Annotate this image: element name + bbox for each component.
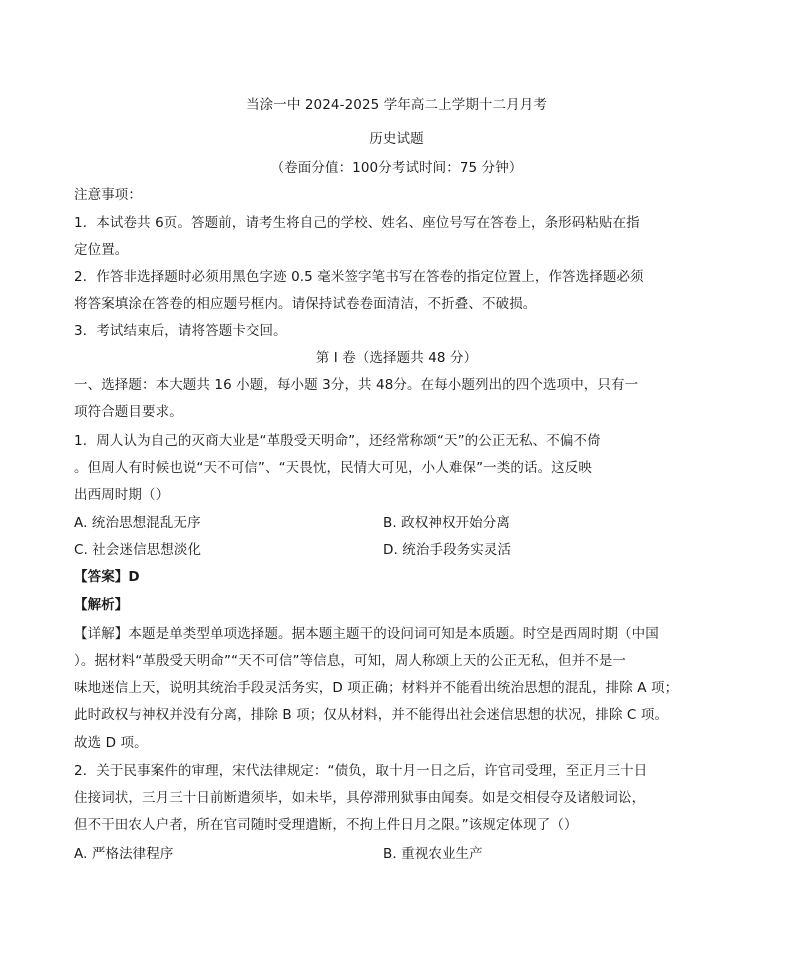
exam-subject: 历史试题: [369, 131, 424, 147]
notice-item-1: 1．本试卷共 6页。答题前，请考生将自己的学校、姓名、座位号写在答卷上，条形码粘贴在指: [74, 215, 640, 231]
q1-option-c: C. 社会迷信思想淡化: [74, 542, 202, 558]
q2-option-a: A. 严格法律程序: [74, 846, 174, 862]
q1-detail-line4: 此时政权与神权并没有分离，排除 B 项；仅从材料，并不能得出社会迷信思想的状况，排除 C 项。: [74, 707, 669, 723]
q2-stem-line3: 但不干田农人户者，所在官司随时受理遣断，不拘上件日月之限。”该规定体现了（）: [74, 817, 578, 833]
q1-answer: 【答案】D: [74, 569, 140, 585]
q2-stem-line2: 住接词状，三月三十日前断遣须毕，如未毕，具停滞刑狱事由闻奏。如是交相侵夺及诸般词讼，: [74, 790, 646, 806]
part1-instructions: 一、选择题：本大题共 16 小题，每小题 3分，共 48分。在每小题列出的四个选项中，只有一: [74, 377, 639, 393]
part1-title: 第 I 卷（选择题共 48 分）: [315, 350, 478, 366]
q1-option-a: A. 统治思想混乱无序: [74, 515, 201, 531]
q2-stem-line1: 2．关于民事案件的审理，宋代法律规定：“债负，取十月一日之后，许官司受理，至正月三十日: [74, 763, 648, 779]
notice-item-2-cont: 将答案填涂在答卷的相应题号框内。请保持试卷卷面清洁，不折叠、不破损。: [74, 296, 537, 312]
exam-title: 当涂一中 2024-2025 学年高二上学期十二月月考: [246, 97, 547, 113]
q1-stem-line3: 出西周时期（）: [74, 487, 170, 503]
score-time-info: （卷面分值：100分考试时间：75 分钟）: [270, 160, 523, 176]
q1-detail-line3: 味地迷信上天，说明其统治手段灵活务实，D 项正确；材料并不能看出统治思想的混乱，排除 A 项；: [74, 680, 679, 696]
q1-detail-line5: 故选 D 项。: [74, 735, 148, 751]
notice-item-1-cont: 定位置。: [74, 242, 129, 258]
q1-stem-line2: 。但周人有时候也说“天不可信”、“天畏忱，民情大可见，小人难保”一类的话。这反映: [74, 460, 592, 476]
q1-detail-line1: 【详解】本题是单类型单项选择题。据本题主题干的设问词可知是本质题。时空是西周时期（中国: [74, 626, 659, 642]
q1-detail-line2: ）。据材料“革殷受天明命”“天不可信”等信息，可知，周人称颂上天的公正无私，但并不是一: [74, 653, 627, 669]
q2-option-b: B. 重视农业生产: [383, 846, 483, 862]
q1-option-b: B. 政权神权开始分离: [383, 515, 510, 531]
notice-item-3: 3．考试结束后，请将答题卡交回。: [74, 323, 287, 339]
q1-stem-line1: 1．周人认为自己的灭商大业是“革殷受天明命”，还经常称颂“天”的公正无私、不偏不倚: [74, 433, 601, 449]
q1-analysis-label: 【解析】: [74, 597, 129, 613]
q1-option-d: D. 统治手段务实灵活: [383, 542, 512, 558]
notice-heading: 注意事项：: [74, 187, 142, 203]
part1-instructions-cont: 项符合题目要求。: [74, 404, 183, 420]
notice-item-2: 2．作答非选择题时必须用黑色字迹 0.5 毫米签字笔书写在答卷的指定位置上，作答选择题必须: [74, 269, 644, 285]
